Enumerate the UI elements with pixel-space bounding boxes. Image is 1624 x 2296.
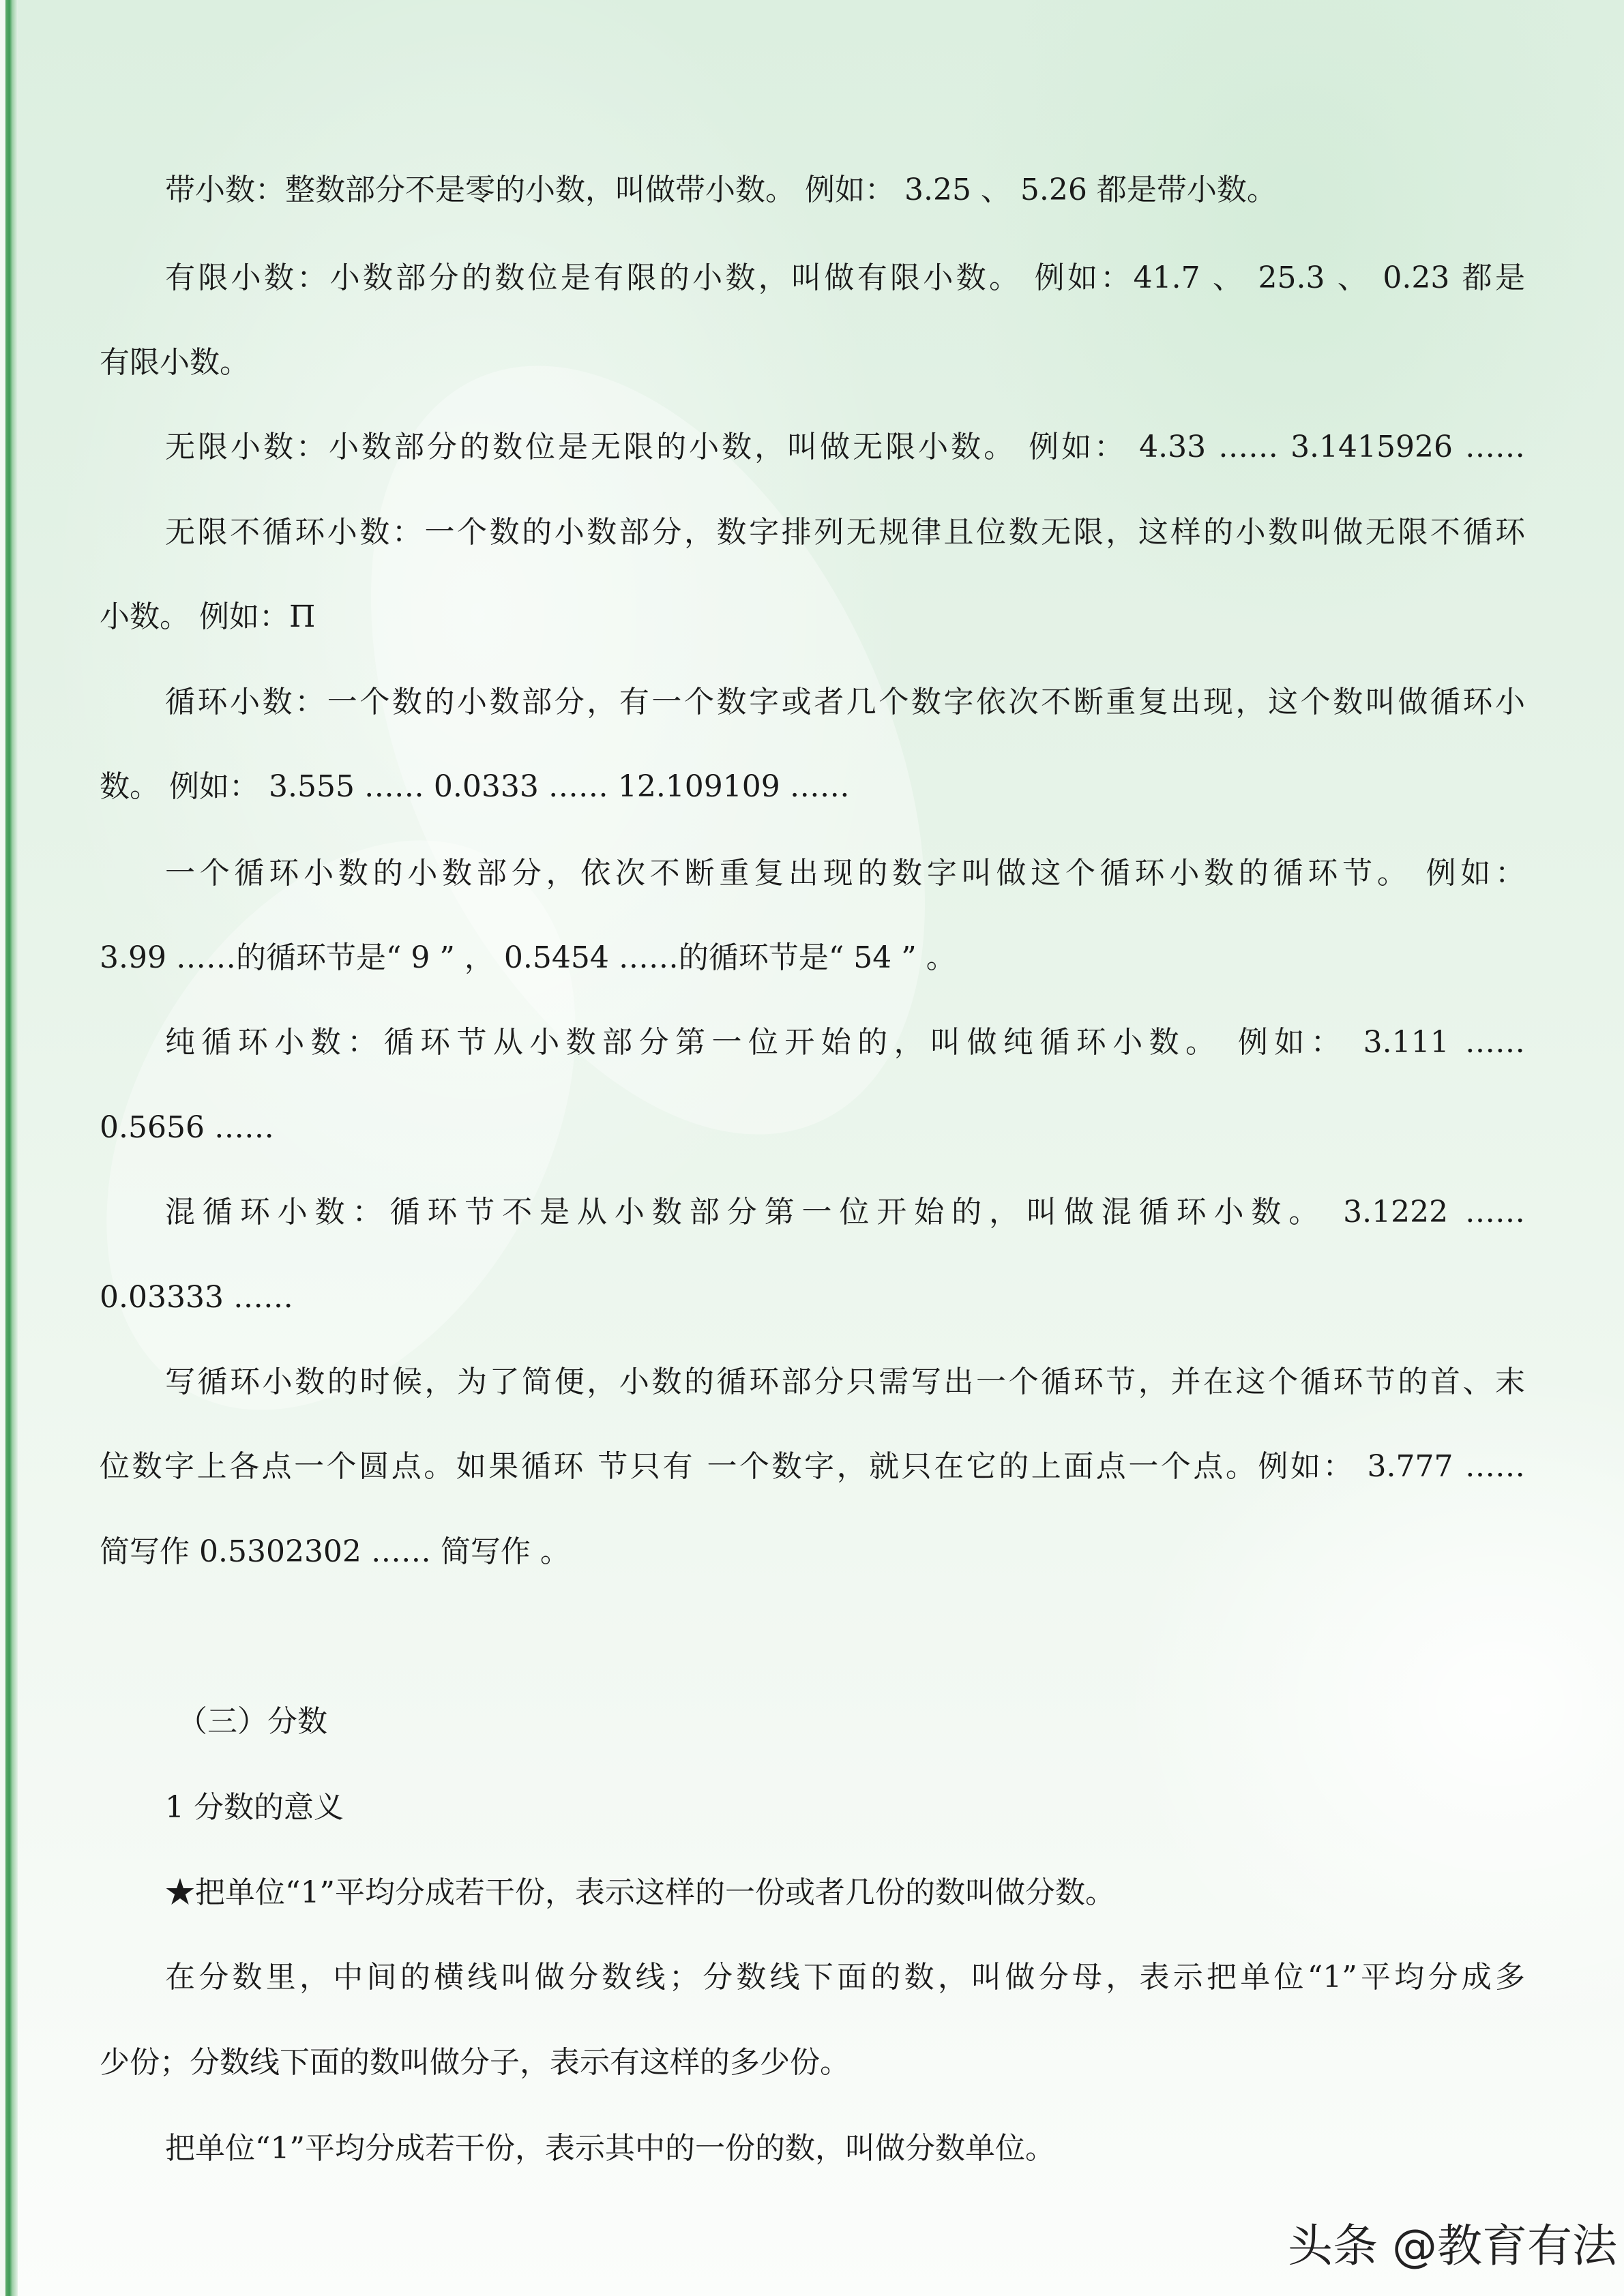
paragraph-line: 循环小数：一个数的小数部分，有一个数字或者几个数字依次不断重复出现，这个数叫做循环小	[165, 685, 1525, 719]
paragraph-line: 有限小数。	[100, 345, 250, 380]
paragraph-line: 3.99 ……的循环节是“ 9 ” ， 0.5454 ……的循环节是“ 54 ” 。	[100, 940, 956, 975]
paragraph-line: 数。 例如： 3.555 …… 0.0333 …… 12.109109 ……	[100, 769, 850, 804]
watermark: 头条 @教育有法	[1288, 2220, 1617, 2272]
paragraph-line: 少份；分数线下面的数叫做分子，表示有这样的多少份。	[100, 2045, 850, 2080]
subsection-heading: 1 分数的意义	[165, 1790, 344, 1825]
paragraph-line: 小数。 例如：Π	[100, 599, 316, 634]
paragraph-line: 混循环小数：循环节不是从小数部分第一位开始的，叫做混循环小数。 3.1222 ……	[165, 1195, 1525, 1229]
paragraph-line: 在分数里，中间的横线叫做分数线；分数线下面的数，叫做分母，表示把单位“1”平均分成多	[165, 1960, 1525, 1995]
paragraph-line: 位数字上各点一个圆点。如果循环 节只有 一个数字，就只在它的上面点一个点。例如： 3.777 ……	[100, 1449, 1525, 1484]
paragraph-line: 纯循环小数：循环节从小数部分第一位开始的，叫做纯循环小数。 例如： 3.111 ……	[165, 1025, 1525, 1060]
paragraph-line: 无限小数：小数部分的数位是无限的小数，叫做无限小数。 例如： 4.33 …… 3.1415926 ……	[165, 430, 1525, 464]
paragraph-line: 无限不循环小数：一个数的小数部分，数字排列无规律且位数无限，这样的小数叫做无限不循环	[165, 515, 1525, 550]
paragraph-line: 一个循环小数的小数部分，依次不断重复出现的数字叫做这个循环小数的循环节。 例如：	[165, 856, 1525, 891]
page-border	[0, 0, 18, 2296]
paragraph-line: 带小数：整数部分不是零的小数，叫做带小数。 例如： 3.25 、 5.26 都是带小数。	[165, 173, 1277, 207]
paragraph-line: 0.5656 ……	[100, 1110, 274, 1145]
paragraph-line: 把单位“1”平均分成若干份，表示其中的一份的数，叫做分数单位。	[165, 2131, 1055, 2166]
section-heading: （三）分数	[177, 1704, 327, 1739]
paragraph-line: 0.03333 ……	[100, 1280, 293, 1315]
paragraph-line: 简写作 0.5302302 …… 简写作 。	[100, 1534, 570, 1569]
paragraph-line: 有限小数：小数部分的数位是有限的小数，叫做有限小数。 例如：41.7 、 25.3 、 0.23 都是	[165, 260, 1525, 295]
paragraph-line: ★把单位“1”平均分成若干份，表示这样的一份或者几份的数叫做分数。	[165, 1875, 1115, 1910]
paragraph-line: 写循环小数的时候，为了简便，小数的循环部分只需写出一个循环节，并在这个循环节的首、末	[165, 1365, 1525, 1399]
